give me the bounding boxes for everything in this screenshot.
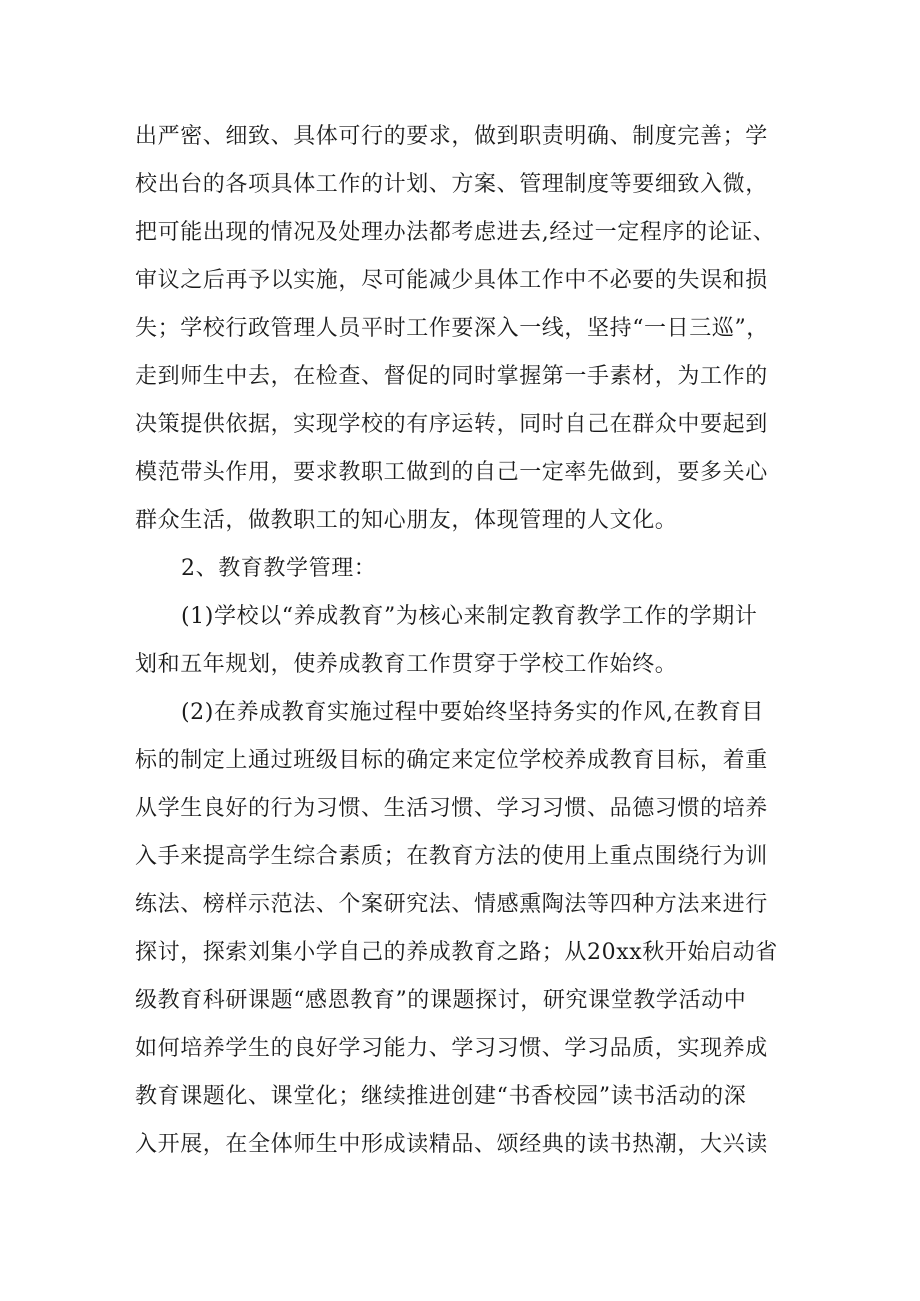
text-line: 失；学校行政管理人员平时工作要深入一线，坚持“一日三巡”， [135,316,769,341]
text-line: 入手来提高学生综合素质；在教育方法的使用上重点围绕行为训 [135,844,768,869]
text-line: 从学生良好的行为习惯、生活习惯、学习习惯、品德习惯的培养 [135,796,768,821]
text-line: 群众生活，做教职工的知心朋友，体现管理的人文化。 [135,508,678,533]
text-line: (2)在养成教育实施过程中要始终坚持务实的作风,在教育目 [181,700,764,725]
text-line: 模范带头作用，要求教职工做到的自己一定率先做到，要多关心 [135,460,768,485]
text-line: 级教育科研课题“感恩教育”的课题探讨，研究课堂教学活动中 [135,988,747,1013]
text-line: 探讨，探索刘集小学自己的养成教育之路；从20xx秋开始启动省 [135,940,778,965]
text-line: (1)学校以“养成教育”为核心来制定教育教学工作的学期计 [181,604,758,629]
text-line: 标的制定上通过班级目标的确定来定位学校养成教育目标，着重 [135,748,768,773]
text-line: 练法、榜样示范法、个案研究法、情感熏陶法等四种方法来进行 [135,892,768,917]
text-line: 决策提供依据，实现学校的有序运转，同时自己在群众中要起到 [135,412,768,437]
text-line: 如何培养学生的良好学习能力、学习习惯、学习品质，实现养成 [135,1036,768,1061]
text-line: 审议之后再予以实施，尽可能减少具体工作中不必要的失误和损 [135,268,768,293]
text-line: 校出台的各项具体工作的计划、方案、管理制度等要细致入微， [135,172,768,197]
text-line: 走到师生中去，在检查、督促的同时掌握第一手素材，为工作的 [135,364,768,389]
text-line: 把可能出现的情况及处理办法都考虑进去,经过一定程序的论证、 [135,220,776,245]
text-line: 教育课题化、课堂化；继续推进创建“书香校园”读书活动的深 [135,1084,747,1109]
text-line: 出严密、细致、具体可行的要求，做到职责明确、制度完善；学 [135,124,768,149]
text-line: 入开展，在全体师生中形成读精品、颂经典的读书热潮，大兴读 [135,1132,768,1157]
section-heading: 2、教育教学管理： [181,556,377,581]
text-line: 划和五年规划，使养成教育工作贯穿于学校工作始终。 [135,652,678,677]
